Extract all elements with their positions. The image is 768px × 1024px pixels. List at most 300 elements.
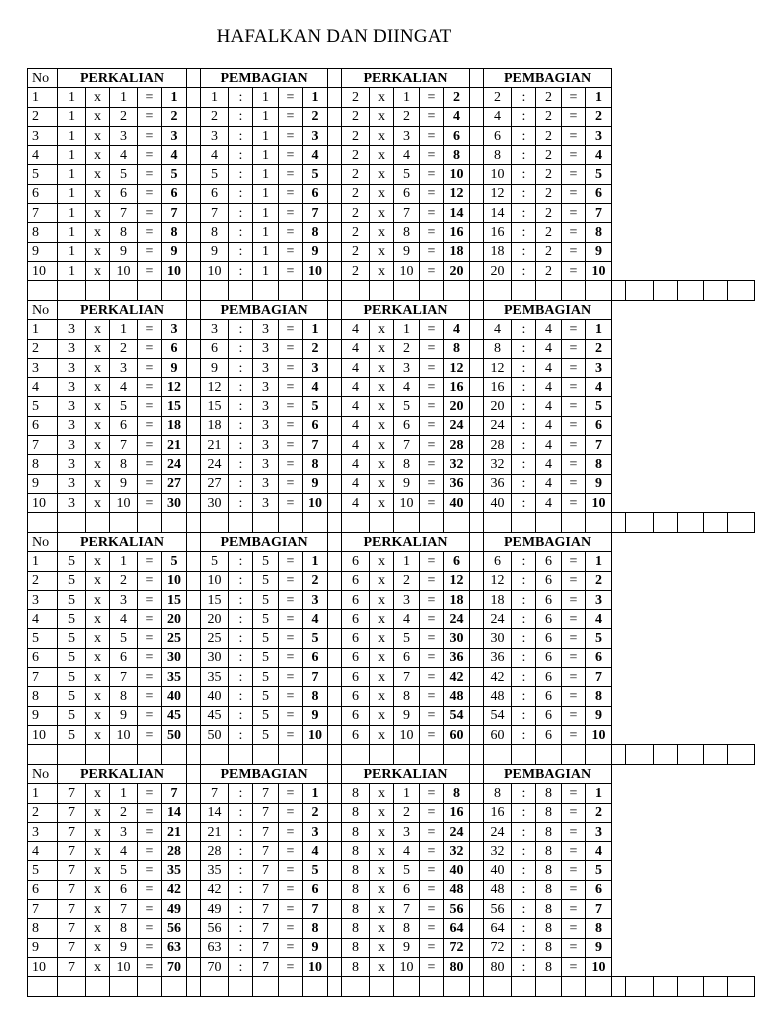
result: 4: [162, 146, 187, 165]
column-gap: [187, 648, 201, 667]
result: 10: [162, 571, 187, 590]
dividend: 49: [201, 900, 229, 919]
divisor: 2: [536, 204, 562, 223]
result: 18: [444, 242, 470, 261]
result: 56: [162, 919, 187, 938]
divisor: 5: [253, 590, 279, 609]
result: 4: [303, 610, 328, 629]
result: 10: [303, 725, 328, 744]
result: 16: [444, 803, 470, 822]
result: 35: [162, 668, 187, 687]
operand: 5: [58, 610, 86, 629]
dividend: 56: [201, 919, 229, 938]
operand: 6: [342, 706, 370, 725]
dividend: 6: [201, 339, 229, 358]
divide-sign: :: [512, 861, 536, 880]
table-row: [28, 900, 755, 919]
operand: 5: [110, 165, 138, 184]
divisor: 3: [253, 455, 279, 474]
divisor: 1: [253, 261, 279, 280]
column-gap: [328, 204, 342, 223]
equals-sign: =: [138, 204, 162, 223]
divide-sign: :: [229, 455, 253, 474]
empty-cell: [536, 977, 562, 996]
empty-cell: [612, 977, 626, 996]
equals-sign: =: [279, 126, 303, 145]
dividend: 20: [201, 610, 229, 629]
operand: 9: [110, 938, 138, 957]
divisor: 7: [253, 822, 279, 841]
column-gap: [470, 590, 484, 609]
multiplication-header: PERKALIAN: [58, 69, 187, 88]
result: 64: [444, 919, 470, 938]
times-sign: x: [370, 261, 394, 280]
operand: 5: [58, 571, 86, 590]
column-gap: [328, 571, 342, 590]
row-number: 5: [28, 165, 58, 184]
divide-sign: :: [229, 552, 253, 571]
column-gap: [328, 88, 342, 107]
dividend: 6: [484, 126, 512, 145]
operand: 8: [342, 784, 370, 803]
empty-cell: [58, 513, 86, 532]
divisor: 5: [253, 648, 279, 667]
divisor: 1: [253, 107, 279, 126]
column-gap: [470, 668, 484, 687]
column-gap: [187, 861, 201, 880]
divisor: 8: [536, 900, 562, 919]
times-sign: x: [370, 861, 394, 880]
operand: 8: [394, 223, 420, 242]
result: 18: [162, 416, 187, 435]
empty-cell: [512, 977, 536, 996]
divisor: 8: [536, 957, 562, 976]
result: 72: [444, 938, 470, 957]
operand: 5: [58, 725, 86, 744]
empty-cell: [138, 745, 162, 764]
operand: 7: [58, 900, 86, 919]
equals-sign: =: [420, 242, 444, 261]
empty-cell: [229, 977, 253, 996]
times-sign: x: [370, 378, 394, 397]
result: 7: [303, 204, 328, 223]
result: 24: [444, 610, 470, 629]
result: 1: [303, 784, 328, 803]
equals-sign: =: [562, 590, 586, 609]
empty-cell: [138, 281, 162, 300]
divisor: 3: [253, 320, 279, 339]
result: 9: [303, 474, 328, 493]
divide-sign: :: [512, 590, 536, 609]
divisor: 1: [253, 223, 279, 242]
equals-sign: =: [138, 455, 162, 474]
divide-sign: :: [229, 474, 253, 493]
dividend: 64: [484, 919, 512, 938]
operand: 6: [342, 725, 370, 744]
divisor: 6: [536, 725, 562, 744]
divisor: 5: [253, 552, 279, 571]
result: 6: [444, 126, 470, 145]
dividend: 30: [484, 629, 512, 648]
column-gap: [187, 803, 201, 822]
empty-cell: [342, 745, 370, 764]
equals-sign: =: [138, 416, 162, 435]
dividend: 36: [484, 648, 512, 667]
equals-sign: =: [420, 725, 444, 744]
divide-sign: :: [229, 339, 253, 358]
equals-sign: =: [138, 552, 162, 571]
empty-cell: [86, 745, 110, 764]
empty-cell: [162, 281, 187, 300]
result: 1: [586, 552, 612, 571]
times-table-group: [27, 300, 755, 533]
equals-sign: =: [279, 184, 303, 203]
divide-sign: :: [229, 261, 253, 280]
result: 21: [162, 822, 187, 841]
equals-sign: =: [420, 900, 444, 919]
equals-sign: =: [279, 629, 303, 648]
operand: 1: [58, 88, 86, 107]
result: 16: [444, 378, 470, 397]
result: 2: [586, 571, 612, 590]
equals-sign: =: [279, 822, 303, 841]
equals-sign: =: [562, 919, 586, 938]
empty-cell: [704, 977, 728, 996]
divisor: 4: [536, 474, 562, 493]
equals-sign: =: [420, 436, 444, 455]
divisor: 5: [253, 725, 279, 744]
equals-sign: =: [562, 184, 586, 203]
divide-sign: :: [229, 378, 253, 397]
result: 7: [586, 900, 612, 919]
result: 40: [444, 493, 470, 512]
divisor: 5: [253, 571, 279, 590]
result: 10: [586, 957, 612, 976]
divide-sign: :: [229, 165, 253, 184]
equals-sign: =: [279, 358, 303, 377]
equals-sign: =: [138, 919, 162, 938]
times-sign: x: [370, 242, 394, 261]
equals-sign: =: [420, 938, 444, 957]
times-sign: x: [370, 784, 394, 803]
dividend: 3: [201, 320, 229, 339]
column-gap: [470, 69, 484, 88]
divide-sign: :: [512, 416, 536, 435]
operand: 7: [110, 900, 138, 919]
column-gap: [470, 861, 484, 880]
equals-sign: =: [420, 455, 444, 474]
result: 2: [586, 107, 612, 126]
column-gap: [328, 261, 342, 280]
column-gap: [328, 957, 342, 976]
equals-sign: =: [420, 474, 444, 493]
column-gap: [187, 436, 201, 455]
equals-sign: =: [562, 397, 586, 416]
operand: 8: [394, 455, 420, 474]
division-header: PEMBAGIAN: [201, 765, 328, 784]
times-sign: x: [86, 474, 110, 493]
divide-sign: :: [512, 339, 536, 358]
empty-cell: [138, 977, 162, 996]
result: 6: [444, 552, 470, 571]
equals-sign: =: [138, 938, 162, 957]
operand: 6: [394, 416, 420, 435]
times-sign: x: [86, 88, 110, 107]
column-gap: [470, 629, 484, 648]
equals-sign: =: [279, 648, 303, 667]
column-gap: [470, 725, 484, 744]
result: 4: [586, 610, 612, 629]
result: 60: [444, 725, 470, 744]
result: 42: [162, 880, 187, 899]
result: 3: [162, 126, 187, 145]
empty-cell: [253, 745, 279, 764]
equals-sign: =: [279, 223, 303, 242]
column-gap: [470, 687, 484, 706]
result: 5: [586, 629, 612, 648]
times-table-group: [27, 764, 755, 997]
row-number: 7: [28, 900, 58, 919]
empty-cell: [201, 513, 229, 532]
divisor: 4: [536, 339, 562, 358]
row-number: 6: [28, 880, 58, 899]
result: 32: [444, 455, 470, 474]
equals-sign: =: [279, 378, 303, 397]
empty-cell: [342, 281, 370, 300]
empty-cell: [110, 513, 138, 532]
result: 8: [586, 919, 612, 938]
row-number: 9: [28, 242, 58, 261]
result: 20: [444, 397, 470, 416]
times-sign: x: [86, 687, 110, 706]
operand: 5: [394, 165, 420, 184]
equals-sign: =: [562, 725, 586, 744]
operand: 3: [58, 378, 86, 397]
spacer-row: [28, 513, 755, 532]
times-sign: x: [86, 455, 110, 474]
row-number: 4: [28, 842, 58, 861]
empty-cell: [201, 281, 229, 300]
column-gap: [187, 900, 201, 919]
equals-sign: =: [279, 842, 303, 861]
empty-cell: [704, 281, 728, 300]
times-sign: x: [86, 784, 110, 803]
divide-sign: :: [512, 397, 536, 416]
dividend: 15: [201, 397, 229, 416]
result: 10: [303, 957, 328, 976]
divisor: 1: [253, 242, 279, 261]
times-sign: x: [86, 358, 110, 377]
row-number: 7: [28, 436, 58, 455]
result: 6: [303, 416, 328, 435]
equals-sign: =: [562, 146, 586, 165]
divisor: 2: [536, 165, 562, 184]
equals-sign: =: [420, 590, 444, 609]
operand: 3: [58, 436, 86, 455]
divide-sign: :: [229, 919, 253, 938]
divide-sign: :: [512, 842, 536, 861]
equals-sign: =: [420, 107, 444, 126]
empty-cell: [253, 281, 279, 300]
divisor: 4: [536, 397, 562, 416]
empty-cell: [612, 745, 626, 764]
result: 48: [444, 880, 470, 899]
dividend: 40: [484, 861, 512, 880]
divide-sign: :: [229, 900, 253, 919]
column-gap: [328, 725, 342, 744]
equals-sign: =: [420, 223, 444, 242]
column-gap: [187, 378, 201, 397]
operand: 3: [110, 590, 138, 609]
operand: 7: [58, 919, 86, 938]
row-number: 3: [28, 358, 58, 377]
result: 49: [162, 900, 187, 919]
table-row: [28, 842, 755, 861]
equals-sign: =: [279, 493, 303, 512]
equals-sign: =: [138, 842, 162, 861]
empty-cell: [58, 745, 86, 764]
divide-sign: :: [229, 938, 253, 957]
result: 40: [162, 687, 187, 706]
column-gap: [328, 880, 342, 899]
equals-sign: =: [138, 165, 162, 184]
column-gap: [328, 842, 342, 861]
divide-sign: :: [229, 610, 253, 629]
divide-sign: :: [229, 725, 253, 744]
times-sign: x: [370, 919, 394, 938]
result: 5: [303, 165, 328, 184]
result: 7: [303, 900, 328, 919]
equals-sign: =: [562, 861, 586, 880]
divisor: 2: [536, 184, 562, 203]
equals-sign: =: [562, 648, 586, 667]
operand: 2: [342, 242, 370, 261]
column-gap: [470, 842, 484, 861]
result: 6: [586, 648, 612, 667]
operand: 8: [110, 223, 138, 242]
times-sign: x: [86, 261, 110, 280]
equals-sign: =: [138, 107, 162, 126]
operand: 7: [58, 803, 86, 822]
column-gap: [328, 648, 342, 667]
multiplication-header: PERKALIAN: [58, 301, 187, 320]
divisor: 3: [253, 397, 279, 416]
dividend: 48: [484, 880, 512, 899]
row-number: 5: [28, 629, 58, 648]
equals-sign: =: [138, 339, 162, 358]
result: 1: [303, 88, 328, 107]
empty-cell: [484, 281, 512, 300]
operand: 2: [342, 165, 370, 184]
operand: 5: [58, 668, 86, 687]
divisor: 7: [253, 842, 279, 861]
result: 6: [162, 339, 187, 358]
divisor: 4: [536, 416, 562, 435]
empty-cell: [370, 745, 394, 764]
operand: 10: [110, 261, 138, 280]
column-gap: [328, 765, 342, 784]
times-sign: x: [86, 436, 110, 455]
column-gap: [187, 204, 201, 223]
divisor: 6: [536, 552, 562, 571]
empty-cell: [328, 513, 342, 532]
equals-sign: =: [420, 822, 444, 841]
empty-cell: [654, 281, 678, 300]
result: 56: [444, 900, 470, 919]
dividend: 24: [201, 455, 229, 474]
times-sign: x: [370, 474, 394, 493]
operand: 2: [110, 571, 138, 590]
column-gap: [328, 938, 342, 957]
result: 36: [444, 648, 470, 667]
divide-sign: :: [229, 861, 253, 880]
times-sign: x: [86, 842, 110, 861]
equals-sign: =: [420, 146, 444, 165]
equals-sign: =: [279, 146, 303, 165]
column-gap: [187, 629, 201, 648]
equals-sign: =: [138, 184, 162, 203]
times-sign: x: [370, 725, 394, 744]
empty-cell: [201, 745, 229, 764]
column-gap: [328, 784, 342, 803]
divide-sign: :: [512, 900, 536, 919]
empty-cell: [470, 513, 484, 532]
empty-cell: [562, 977, 586, 996]
dividend: 9: [201, 358, 229, 377]
equals-sign: =: [420, 397, 444, 416]
equals-sign: =: [562, 493, 586, 512]
times-sign: x: [370, 416, 394, 435]
equals-sign: =: [138, 957, 162, 976]
equals-sign: =: [562, 204, 586, 223]
operand: 6: [342, 610, 370, 629]
no-header: No: [28, 69, 58, 88]
column-gap: [187, 725, 201, 744]
times-sign: x: [370, 842, 394, 861]
column-gap: [187, 938, 201, 957]
empty-cell: [279, 745, 303, 764]
divide-sign: :: [229, 126, 253, 145]
empty-cell: [444, 745, 470, 764]
result: 2: [303, 339, 328, 358]
operand: 3: [58, 320, 86, 339]
table-row: [28, 610, 755, 629]
divide-sign: :: [512, 706, 536, 725]
empty-cell: [328, 977, 342, 996]
row-number: 9: [28, 706, 58, 725]
column-gap: [187, 301, 201, 320]
column-gap: [328, 436, 342, 455]
divide-sign: :: [229, 880, 253, 899]
result: 63: [162, 938, 187, 957]
divide-sign: :: [229, 784, 253, 803]
equals-sign: =: [138, 88, 162, 107]
empty-cell: [110, 977, 138, 996]
operand: 5: [394, 861, 420, 880]
equals-sign: =: [138, 648, 162, 667]
times-sign: x: [86, 204, 110, 223]
row-number: 10: [28, 493, 58, 512]
divide-sign: :: [512, 242, 536, 261]
empty-cell: [586, 513, 612, 532]
times-sign: x: [86, 668, 110, 687]
times-sign: x: [86, 725, 110, 744]
dividend: 10: [201, 571, 229, 590]
column-gap: [328, 919, 342, 938]
column-gap: [470, 784, 484, 803]
divide-sign: :: [512, 358, 536, 377]
empty-cell: [279, 977, 303, 996]
